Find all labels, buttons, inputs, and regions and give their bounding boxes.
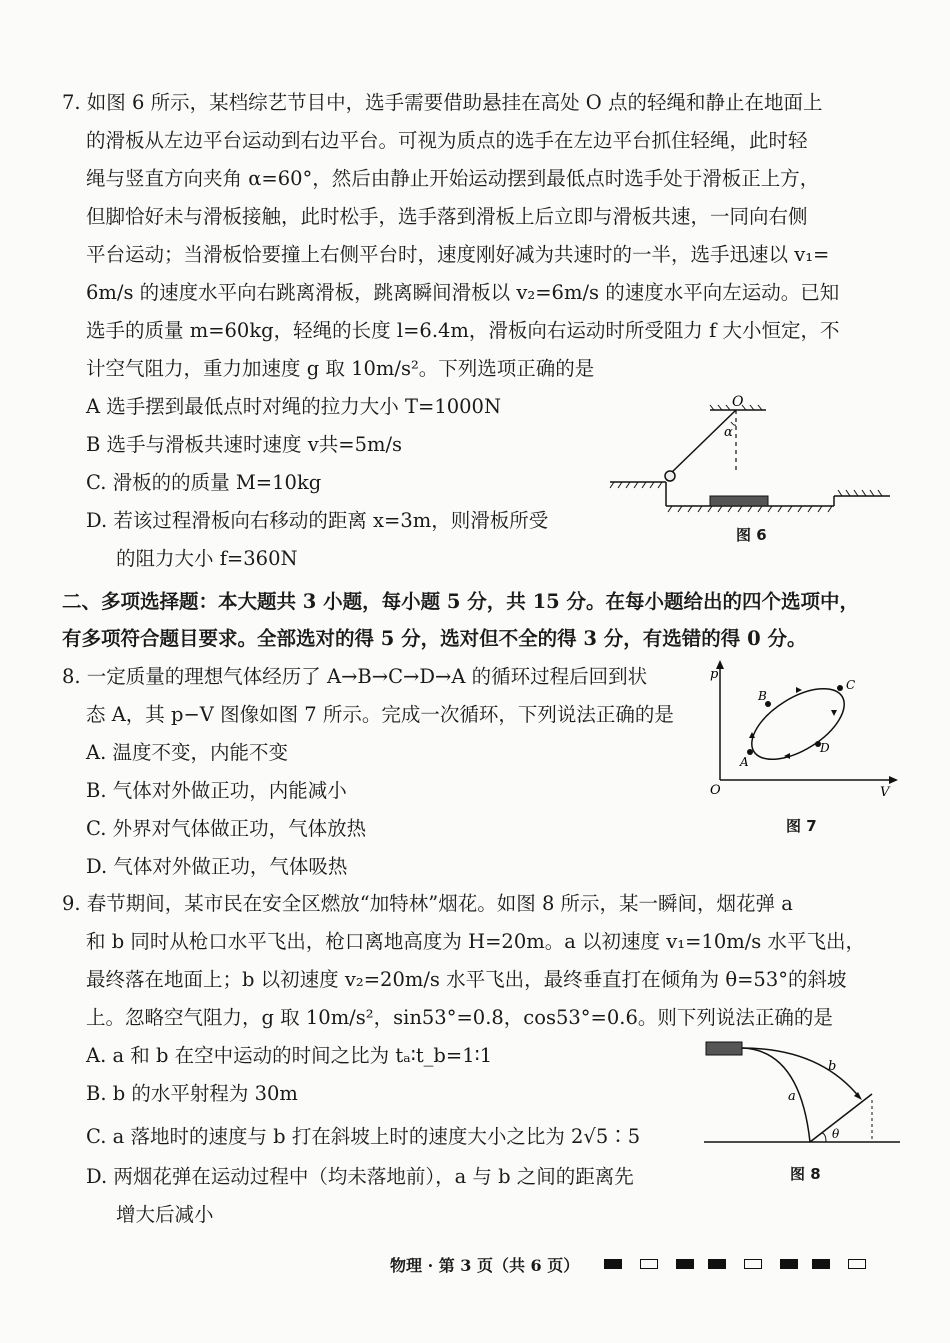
q7-line-6: 6m/s 的速度水平向右跳离滑板，跳离瞬间滑板以 v₂=6m/s 的速度水平向左运动。已知 — [86, 281, 840, 304]
figure-7 — [700, 656, 900, 801]
footer-marker — [744, 1259, 762, 1269]
q7-option-c: C. 滑板的的质量 M=10kg — [86, 471, 322, 494]
footer-marker — [812, 1259, 830, 1269]
section2-line-2: 有多项符合题目要求。全部选对的得 5 分，选对但不全的得 3 分，有选错的得 0 分。 — [62, 627, 807, 650]
figure-6 — [600, 392, 900, 522]
figure-7-caption: 图 7 — [786, 817, 817, 835]
q9-line-1: 9. 春节期间，某市民在安全区燃放“加特林”烟花。如图 8 所示，某一瞬间，烟花弹 a — [62, 892, 793, 915]
fig8-label-b: b — [828, 1059, 837, 1074]
footer-marker — [780, 1259, 798, 1269]
fig7-label-d: D — [820, 741, 830, 755]
slope — [810, 1094, 872, 1142]
q9-line-2: 和 b 同时从枪口水平飞出，枪口离地高度为 H=20m。a 以初速度 v₁=10m/s 水平飞出， — [86, 930, 866, 953]
q7-option-a: A 选手摆到最低点时对绳的拉力大小 T=1000N — [86, 395, 502, 418]
q9-option-d: D. 两烟花弹在运动过程中（均未落地前），a 与 b 之间的距离先 — [86, 1165, 634, 1188]
q8-option-a: A. 温度不变，内能不变 — [86, 741, 288, 764]
fig6-label-alpha: α — [724, 425, 733, 440]
fig8-label-a: a — [788, 1089, 796, 1104]
q8-option-c: C. 外界对气体做正功，气体放热 — [86, 817, 367, 840]
footer-marker — [676, 1259, 694, 1269]
player-ball — [665, 471, 675, 481]
fig7-label-b: B — [758, 689, 767, 703]
q9-line-4: 上。忽略空气阻力，g 取 10m/s²，sin53°=0.8，cos53°=0.6。则下列说法正确的是 — [86, 1006, 833, 1029]
q9-option-d-cont: 增大后减小 — [116, 1203, 214, 1226]
skateboard — [710, 496, 768, 506]
trajectory-b — [742, 1048, 860, 1098]
q9-option-a: A. a 和 b 在空中运动的时间之比为 tₐ∶t_b=1∶1 — [86, 1044, 493, 1067]
q7-line-8: 计空气阻力，重力加速度 g 取 10m/s²。下列选项正确的是 — [86, 357, 595, 380]
q7-line-2: 的滑板从左边平台运动到右边平台。可视为质点的选手在左边平台抓住轻绳，此时轻 — [86, 129, 808, 152]
section2-line-1: 二、多项选择题：本大题共 3 小题，每小题 5 分，共 15 分。在每小题给出的四个选项中， — [62, 590, 860, 613]
q7-line-5: 平台运动；当滑板恰要撞上右侧平台时，速度刚好减为共速时的一半，选手迅速以 v₁= — [86, 243, 830, 266]
footer-marker — [640, 1259, 658, 1269]
page-footer: 物理 · 第 3 页（共 6 页） — [390, 1256, 580, 1275]
fig7-label-c: C — [846, 678, 856, 692]
fig6-label-o: O — [732, 394, 744, 410]
figure-8-caption: 图 8 — [790, 1165, 821, 1183]
q7-option-b: B 选手与滑板共速时速度 v共=5m/s — [86, 433, 403, 456]
point-c — [837, 685, 843, 691]
footer-marker — [848, 1259, 866, 1269]
q7-line-7: 选手的质量 m=60kg，轻绳的长度 l=6.4m，滑板向右运动时所受阻力 f 大小恒定，不 — [86, 319, 840, 342]
q9-line-3: 最终落在地面上；b 以初速度 v₂=20m/s 水平飞出，最终垂直打在倾角为 θ=53°的斜坡 — [86, 968, 847, 991]
fig7-label-o: O — [710, 783, 721, 798]
launcher — [706, 1042, 742, 1055]
fig7-label-v: V — [880, 785, 890, 800]
q7-line-3: 绳与竖直方向夹角 α=60°，然后由静止开始运动摆到最低点时选手处于滑板正上方， — [86, 167, 820, 190]
footer-marker — [604, 1259, 622, 1269]
fig8-label-theta: θ — [832, 1127, 840, 1141]
q7-line-4: 但脚恰好未与滑板接触，此时松手，选手落到滑板上后立即与滑板共速，一同向右侧 — [86, 205, 808, 228]
q8-line-2: 态 A，其 p−V 图像如图 7 所示。完成一次循环，下列说法正确的是 — [86, 703, 674, 726]
q7-line-1: 7. 如图 6 所示，某档综艺节目中，选手需要借助悬挂在高处 O 点的轻绳和静止在地面上 — [62, 91, 823, 114]
q8-line-1: 8. 一定质量的理想气体经历了 A→B→C→D→A 的循环过程后回到状 — [62, 665, 648, 688]
q7-option-d: D. 若该过程滑板向右移动的距离 x=3m，则滑板所受 — [86, 509, 549, 532]
q8-option-d: D. 气体对外做正功，气体吸热 — [86, 855, 348, 878]
q7-option-d-cont: 的阻力大小 f=360N — [116, 547, 298, 570]
fig7-label-a: A — [740, 755, 749, 769]
q9-option-b: B. b 的水平射程为 30m — [86, 1082, 298, 1105]
figure-8 — [700, 1036, 905, 1151]
q9-option-c: C. a 落地时的速度与 b 打在斜坡上时的速度大小之比为 2√5∶5 — [86, 1125, 641, 1148]
q8-option-b: B. 气体对外做正功，内能减小 — [86, 779, 347, 802]
fig7-label-p: p — [710, 667, 719, 682]
footer-marker — [708, 1259, 726, 1269]
trajectory-a — [742, 1048, 810, 1142]
figure-6-caption: 图 6 — [736, 526, 767, 544]
